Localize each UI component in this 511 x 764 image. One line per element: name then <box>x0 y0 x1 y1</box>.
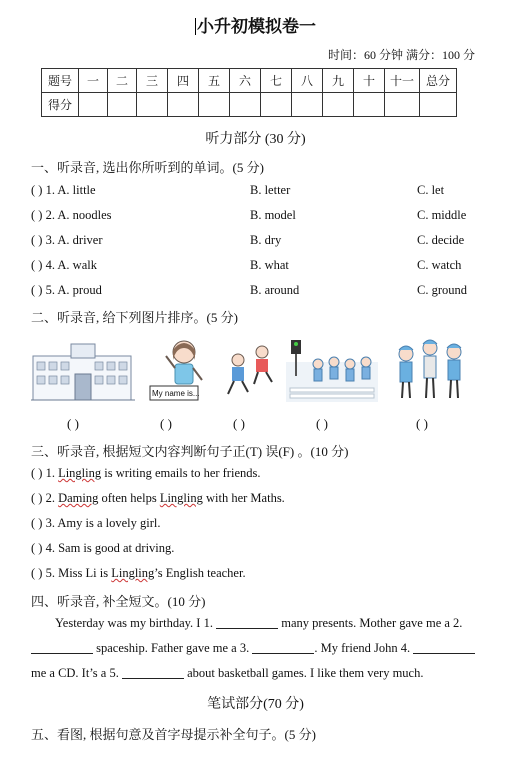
table-cell: 七 <box>261 69 292 93</box>
q1-heading: 一、听录音, 选出你所听到的单词。(5 分) <box>31 160 264 175</box>
q4-line-2 <box>31 641 475 656</box>
name-lingling: Lingling <box>111 566 155 580</box>
exam-title-text: 小升初模拟卷一 <box>197 17 316 36</box>
passage-text: about basketball games. I like them very much. <box>183 666 424 680</box>
answer-paren[interactable]: ( ) <box>31 566 43 580</box>
table-cell: 三 <box>137 69 168 93</box>
q1-item-1-a: ( ) 1. A. little <box>31 183 96 197</box>
exam-title <box>0 12 511 37</box>
sentence-part: 2. <box>45 491 59 505</box>
blank-3[interactable] <box>252 641 314 654</box>
time-info: 时间：60 分钟 满分：100 分 <box>327 48 475 62</box>
q4-line-1 <box>55 616 462 631</box>
passage-text: Yesterday was my birthday. I 1. <box>55 616 217 630</box>
q3-item-1 <box>31 466 261 481</box>
three-children-picture <box>392 336 470 404</box>
score-cell[interactable] <box>79 93 108 117</box>
q1-item-3-a: ( ) 3. A. driver <box>31 233 103 247</box>
q4-heading: 四、听录音, 补全短文。(10 分) <box>31 594 206 609</box>
q2-answer-2[interactable]: ( ) <box>160 416 172 431</box>
score-cell[interactable] <box>261 93 292 117</box>
sentence-part: 4. Sam is good at driving. <box>45 541 175 555</box>
q1-item-2-c: C. middle <box>417 208 467 222</box>
passage-text: . My friend John 4. <box>314 641 414 655</box>
score-cell[interactable] <box>420 93 457 117</box>
table-cell: 十一 <box>385 69 420 93</box>
q1-item-1-c: C. let <box>417 183 445 197</box>
table-cell: 一 <box>79 69 108 93</box>
q2-answer-1[interactable]: ( ) <box>67 416 79 431</box>
answer-paren[interactable]: ( ) <box>31 541 43 555</box>
score-table-header-row <box>42 69 457 93</box>
sentence-part: ’s English teacher. <box>154 566 246 580</box>
blank-5[interactable] <box>122 666 184 679</box>
name-lingling: Lingling <box>58 466 102 480</box>
q3-item-4 <box>31 541 174 556</box>
q1-item-2-b: B. model <box>250 208 296 222</box>
q1-item-1-b: B. letter <box>250 183 291 197</box>
table-cell: 总分 <box>420 69 457 93</box>
q1-item-2-a: ( ) 2. A. noodles <box>31 208 112 222</box>
speech-bubble-text: My name is... <box>152 389 200 398</box>
answer-paren[interactable]: ( ) <box>31 516 43 530</box>
table-cell: 题号 <box>42 69 79 93</box>
blank-2[interactable] <box>31 641 93 654</box>
q2-answer-5[interactable]: ( ) <box>416 416 428 431</box>
score-cell[interactable] <box>137 93 168 117</box>
q1-item-5-b: B. around <box>250 283 300 297</box>
passage-text: me a CD. It’s a 5. <box>31 666 122 680</box>
sentence-part: 1. <box>45 466 59 480</box>
writing-part-title: 笔试部分(70 分) <box>207 697 304 712</box>
q3-item-5 <box>31 566 246 581</box>
table-cell: 得分 <box>42 93 79 117</box>
sentence-part: is writing emails to her friends. <box>101 466 261 480</box>
score-cell[interactable] <box>292 93 323 117</box>
blank-4[interactable] <box>413 641 475 654</box>
children-running-picture <box>222 336 278 404</box>
q2-answer-4[interactable]: ( ) <box>316 416 328 431</box>
score-cell[interactable] <box>230 93 261 117</box>
score-cell[interactable] <box>108 93 137 117</box>
q1-item-4-a: ( ) 4. A. walk <box>31 258 97 272</box>
table-cell: 十 <box>354 69 385 93</box>
sentence-part: often helps <box>98 491 160 505</box>
table-cell: 九 <box>323 69 354 93</box>
q1-item-3-b: B. dry <box>250 233 282 247</box>
passage-text: spaceship. Father gave me a 3. <box>93 641 253 655</box>
q4-line-3 <box>31 666 423 681</box>
q1-item-4-c: C. watch <box>417 258 462 272</box>
q1-item-5-a: ( ) 5. A. proud <box>31 283 102 297</box>
q3-item-2 <box>31 491 285 506</box>
sentence-part: 3. Amy is a lovely girl. <box>45 516 161 530</box>
answer-paren[interactable]: ( ) <box>31 466 43 480</box>
q5-heading: 五、看图, 根据句意及首字母提示补全句子。(5 分) <box>31 727 316 742</box>
table-cell: 八 <box>292 69 323 93</box>
table-cell: 六 <box>230 69 261 93</box>
name-daming: Daming <box>58 491 99 505</box>
listening-part-title: 听力部分 (30 分) <box>205 132 306 147</box>
q1-item-5-c: C. ground <box>417 283 467 297</box>
school-building-picture <box>31 336 135 404</box>
q2-answer-3[interactable]: ( ) <box>233 416 245 431</box>
score-cell[interactable] <box>199 93 230 117</box>
score-cell[interactable] <box>168 93 199 117</box>
score-table <box>41 68 457 117</box>
blank-1[interactable] <box>216 616 278 629</box>
name-lingling: Lingling <box>159 491 203 505</box>
score-cell[interactable] <box>385 93 420 117</box>
text-cursor <box>195 18 196 35</box>
table-cell: 四 <box>168 69 199 93</box>
sentence-part: 5. Miss Li is <box>45 566 112 580</box>
q2-heading: 二、听录音, 给下列图片排序。(5 分) <box>31 310 238 325</box>
score-cell[interactable] <box>323 93 354 117</box>
table-cell: 五 <box>199 69 230 93</box>
crossing-street-picture <box>286 336 378 404</box>
q3-heading: 三、听录音, 根据短文内容判断句子正(T) 误(F) 。(10 分) <box>31 444 349 459</box>
q1-item-4-b: B. what <box>250 258 289 272</box>
score-table-score-row <box>42 93 457 117</box>
table-cell: 二 <box>108 69 137 93</box>
q3-item-3 <box>31 516 161 531</box>
passage-text: many presents. Mother gave me a 2. <box>278 616 463 630</box>
sentence-part: with her Maths. <box>202 491 285 505</box>
score-cell[interactable] <box>354 93 385 117</box>
answer-paren[interactable]: ( ) <box>31 491 43 505</box>
q1-item-3-c: C. decide <box>417 233 465 247</box>
